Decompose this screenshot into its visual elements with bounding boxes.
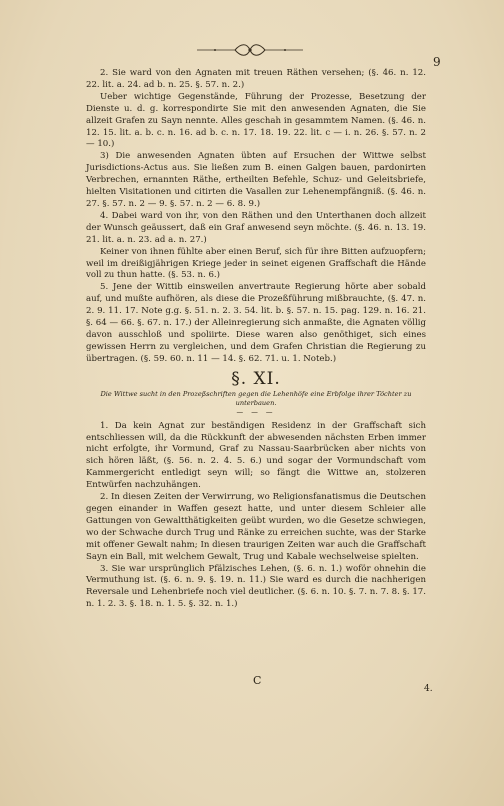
page-number: 9	[433, 55, 441, 69]
paragraph: 1. Da kein Agnat zur beständigen Residenz in der Graffschaft sich entschliessen will, da die Rückkunft der abwesenden nächsten Erben immer nicht erfolgte, ihr Vormund, Graf zu Nassau-Saarbrücken aber nichts von sich hören läßt, (§. 56. n. 2. 4. 5. 6.) und sogar der Vormundschaft vom Kammergericht entledigt seyn will; so fängt die Wittwe an, stolzeren Entwürfen nachzuhängen.	[86, 420, 426, 491]
section-summary-text: Die Wittwe sucht in den Prozeßschriften gegen die Lehenhöfe eine Erbfolge ihrer Töchter zu unterbauen.	[100, 389, 412, 407]
paragraph: 2. In diesen Zeiten der Verwirrung, wo Religionsfanatismus die Deutschen gegen einander in Waffen gesezt hatte, und unter diesem Schleier alle Gattungen von Gewaltthätigkeiten geübt wurden, wo die Gesetze schwiegen, wo der Schwache durch Trug und Ränke zu erreichen suchte, was der Starke mit offener Gewalt nahm; In diesen traurigen Zeiten war auch die Graffschaft Sayn ein Ball, mit welchem Gewalt, Trug und Kabale wechselweise spielten.	[86, 492, 426, 562]
section-summary-dashes: — — —	[236, 407, 276, 416]
paragraph: 2. Sie ward von den Agnaten mit treuen Räthen versehen; (§. 46. n. 12. 22. lit. a. 24. ad b. n. 25. §. 57. n. 2.)	[86, 68, 426, 90]
catchword: 4.	[424, 684, 433, 694]
paragraph: 3. Sie war ursprünglich Pfälzisches Lehen, (§. 6. n. 1.) woför ohnehin die Vermuthung ist. (§. 6. n. 9. §. 19. n. 11.) Sie ward es durch die nachherigen Reversale und Lehenbriefe noch viel deutlicher. (§. 6. n. 10. §. 7. n. 7. 8. §. 17. n. 1. 2. 3. §. 18. n. 1. 5. §. 32. n. 1.)	[86, 563, 426, 610]
paragraph: Keiner von ihnen fühlte aber einen Beruf, sich für ihre Bitten aufzuopfern; weil im dreißigjährigen Kriege jeder in seinet eigenen Graffschaft die Hände voll zu thun hatte. (§. 53. n. 6.)	[86, 246, 426, 281]
body-text	[86, 68, 426, 611]
paragraph: 4. Dabei ward von ihr, von den Räthen und den Unterthanen doch allzeit der Wunsch geäussert, daß ein Graf anwesend seyn möchte. (§. 46. n. 13. 19. 21. lit. a. n. 23. ad a. n. 27.)	[86, 210, 426, 245]
section-summary	[96, 390, 416, 417]
paragraph: 3) Die anwesenden Agnaten übten auf Ersuchen der Wittwe selbst Jurisdictions-Actus aus. Sie ließen zum B. einen Galgen bauen, pardonirten Verbrechen, ernannten Räthe, ertheilten Befehle, Schuz- und Geleitsbriefe, hielten Visitationen und citirten die Vasallen zur Lehenempfängniß. (§. 46. n. 27. §. 57. n. 2 — 9. §. 57. n. 2 — 6. 8. 9.)	[86, 151, 426, 209]
paragraph: Ueber wichtige Gegenstände, Führung der Prozesse, Besetzung der Dienste u. d. g. korrespondirte Sie mit den anwesenden Agnaten, die Sie allzeit Grafen zu Sayn nennte. Alles geschah in gesammtem Namen. (§. 46. n. 12. 15. lit. a. b. c. n. 16. ad b. c. n. 17. 18. 19. 22. lit. c — i. n. 26. §. 57. n. 2 — 10.)	[86, 91, 426, 150]
paragraph: 5. Jene der Wittib einsweilen anvertraute Regierung hörte aber sobald auf, und mußte aufhören, als diese die Prozeßführung mißbrauchte, (§. 47. n. 2. 9. 11. 17. Note g.g. §. 51. n. 2. 3. 54. lit. b. §. 57. n. 15. pag. 129. n. 16. 21. §. 64 — 66. §. 67. n. 17.) der Alleinregierung sich anmaßte, die Agnaten völlig davon ausschloß und spoliirte. Diese waren also genöthiget, sich eines gewissen Herrn zu vergleichen, und dem Grafen Christian die Regierung zu übertragen. (§. 59. 60. n. 11 — 14. §. 62. 71. u. 1. Noteb.)	[86, 282, 426, 364]
decorative-ornament-icon	[195, 42, 305, 58]
signature-mark: C	[253, 674, 262, 687]
section-heading: §. XI.	[231, 368, 281, 389]
